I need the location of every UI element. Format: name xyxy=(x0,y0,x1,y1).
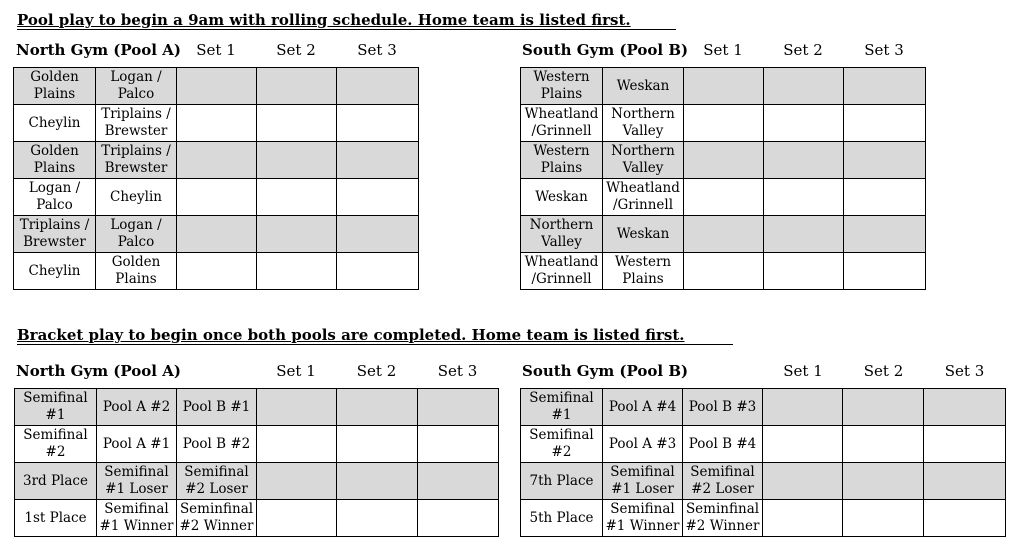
home-team-cell: Western Plains xyxy=(521,68,603,105)
game-label-cell: Semifinal #1 xyxy=(521,389,603,426)
home-team-cell: Triplains / Brewster xyxy=(14,216,96,253)
home-team-cell: Pool A #1 xyxy=(97,426,177,463)
set1-score-cell[interactable] xyxy=(763,500,843,537)
set2-score-cell[interactable] xyxy=(843,500,924,537)
home-team-cell: Western Plains xyxy=(521,142,603,179)
away-team-cell: Triplains / Brewster xyxy=(96,142,177,179)
set1-score-cell[interactable] xyxy=(763,426,843,463)
set3-score-cell[interactable] xyxy=(337,179,419,216)
set2-score-cell[interactable] xyxy=(764,253,844,290)
set3-score-cell[interactable] xyxy=(924,463,1006,500)
bracket-north-title: North Gym (Pool A) xyxy=(16,362,181,380)
set3-score-cell[interactable] xyxy=(924,389,1006,426)
table-row xyxy=(14,216,419,253)
set1-score-cell[interactable] xyxy=(257,426,337,463)
away-team-cell: Wheatland /Grinnell xyxy=(603,179,684,216)
set1-score-cell[interactable] xyxy=(177,142,257,179)
home-team-cell: Semifinal #1 Loser xyxy=(97,463,177,500)
away-team-cell: Golden Plains xyxy=(96,253,177,290)
home-team-cell: Logan / Palco xyxy=(14,179,96,216)
table-row xyxy=(14,142,419,179)
table-row xyxy=(14,105,419,142)
set2-score-cell[interactable] xyxy=(843,463,924,500)
away-team-cell: Seminfinal #2 Winner xyxy=(177,500,257,537)
set1-score-cell[interactable] xyxy=(763,463,843,500)
bracket-south-table xyxy=(520,388,1006,537)
pool-south-title: South Gym (Pool B) xyxy=(522,41,689,59)
away-team-cell: Logan / Palco xyxy=(96,68,177,105)
set2-score-cell[interactable] xyxy=(257,68,337,105)
table-row xyxy=(521,179,926,216)
set2-score-cell[interactable] xyxy=(257,105,337,142)
table-row xyxy=(15,500,499,537)
set3-score-cell[interactable] xyxy=(844,216,926,253)
set2-score-cell[interactable] xyxy=(257,253,337,290)
set1-score-cell[interactable] xyxy=(177,179,257,216)
table-row xyxy=(521,389,1006,426)
bracket-south-set1-header: Set 1 xyxy=(783,362,823,380)
set3-score-cell[interactable] xyxy=(337,216,419,253)
pool-south-set3-header: Set 3 xyxy=(864,41,904,59)
pool-north-set3-header: Set 3 xyxy=(357,41,397,59)
table-row xyxy=(14,179,419,216)
table-row xyxy=(521,142,926,179)
set3-score-cell[interactable] xyxy=(337,105,419,142)
set3-score-cell[interactable] xyxy=(337,142,419,179)
home-team-cell: Pool A #3 xyxy=(603,426,683,463)
set3-score-cell[interactable] xyxy=(337,68,419,105)
game-label-cell: 3rd Place xyxy=(15,463,97,500)
set1-score-cell[interactable] xyxy=(684,216,764,253)
set2-score-cell[interactable] xyxy=(764,68,844,105)
away-team-cell: Logan / Palco xyxy=(96,216,177,253)
set2-score-cell[interactable] xyxy=(764,216,844,253)
home-team-cell: Pool A #4 xyxy=(603,389,683,426)
set1-score-cell[interactable] xyxy=(177,253,257,290)
away-team-cell: Western Plains xyxy=(603,253,684,290)
pool-north-set1-header: Set 1 xyxy=(196,41,236,59)
table-row xyxy=(521,253,926,290)
away-team-cell: Weskan xyxy=(603,216,684,253)
home-team-cell: Wheatland /Grinnell xyxy=(521,105,603,142)
pool-north-set2-header: Set 2 xyxy=(276,41,316,59)
set3-score-cell[interactable] xyxy=(418,500,499,537)
bracket-north-set1-header: Set 1 xyxy=(276,362,316,380)
set3-score-cell[interactable] xyxy=(418,389,499,426)
game-label-cell: Semifinal #1 xyxy=(15,389,97,426)
table-row xyxy=(521,426,1006,463)
set2-score-cell[interactable] xyxy=(337,500,418,537)
away-team-cell: Pool B #2 xyxy=(177,426,257,463)
set1-score-cell[interactable] xyxy=(684,105,764,142)
set2-score-cell[interactable] xyxy=(257,142,337,179)
set2-score-cell[interactable] xyxy=(764,142,844,179)
away-team-cell: Northern Valley xyxy=(603,142,684,179)
pool-south-set2-header: Set 2 xyxy=(783,41,823,59)
game-label-cell: 5th Place xyxy=(521,500,603,537)
set3-score-cell[interactable] xyxy=(844,179,926,216)
set3-score-cell[interactable] xyxy=(844,68,926,105)
bracket-heading-rule xyxy=(17,344,733,345)
game-label-cell: 1st Place xyxy=(15,500,97,537)
away-team-cell: Seminfinal #2 Winner xyxy=(683,500,763,537)
home-team-cell: Semifinal #1 Loser xyxy=(603,463,683,500)
pool-south-table xyxy=(520,67,926,290)
set1-score-cell[interactable] xyxy=(684,179,764,216)
table-row xyxy=(14,68,419,105)
set1-score-cell[interactable] xyxy=(684,253,764,290)
set3-score-cell[interactable] xyxy=(844,142,926,179)
home-team-cell: Northern Valley xyxy=(521,216,603,253)
bracket-north-table xyxy=(14,388,499,537)
set2-score-cell[interactable] xyxy=(764,179,844,216)
set1-score-cell[interactable] xyxy=(684,68,764,105)
table-row xyxy=(15,389,499,426)
bracket-south-set3-header: Set 3 xyxy=(944,362,985,380)
set3-score-cell[interactable] xyxy=(844,105,926,142)
set3-score-cell[interactable] xyxy=(924,500,1006,537)
set2-score-cell[interactable] xyxy=(257,216,337,253)
table-row xyxy=(15,426,499,463)
set2-score-cell[interactable] xyxy=(764,105,844,142)
set1-score-cell[interactable] xyxy=(257,500,337,537)
set1-score-cell[interactable] xyxy=(177,216,257,253)
set1-score-cell[interactable] xyxy=(763,389,843,426)
away-team-cell: Semifinal #2 Loser xyxy=(177,463,257,500)
away-team-cell: Northern Valley xyxy=(603,105,684,142)
table-row xyxy=(14,253,419,290)
game-label-cell: Semifinal #2 xyxy=(15,426,97,463)
pool-south-set1-header: Set 1 xyxy=(703,41,743,59)
set1-score-cell[interactable] xyxy=(177,68,257,105)
bracket-north-set2-header: Set 2 xyxy=(356,362,397,380)
table-row xyxy=(521,500,1006,537)
home-team-cell: Golden Plains xyxy=(14,68,96,105)
table-row xyxy=(521,68,926,105)
home-team-cell: Weskan xyxy=(521,179,603,216)
set3-score-cell[interactable] xyxy=(844,253,926,290)
set1-score-cell[interactable] xyxy=(177,105,257,142)
pool-north-title: North Gym (Pool A) xyxy=(16,41,181,59)
set3-score-cell[interactable] xyxy=(418,426,499,463)
away-team-cell: Pool B #3 xyxy=(683,389,763,426)
home-team-cell: Semifinal #1 Winner xyxy=(603,500,683,537)
set1-score-cell[interactable] xyxy=(684,142,764,179)
home-team-cell: Golden Plains xyxy=(14,142,96,179)
away-team-cell: Pool B #4 xyxy=(683,426,763,463)
set2-score-cell[interactable] xyxy=(843,389,924,426)
home-team-cell: Semifinal #1 Winner xyxy=(97,500,177,537)
pool-north-table xyxy=(13,67,419,290)
home-team-cell: Cheylin xyxy=(14,253,96,290)
bracket-play-heading: Bracket play to begin once both pools are completed. Home team is listed first. xyxy=(17,326,685,344)
table-row xyxy=(521,463,1006,500)
game-label-cell: Semifinal #2 xyxy=(521,426,603,463)
bracket-south-title: South Gym (Pool B) xyxy=(522,362,689,380)
set2-score-cell[interactable] xyxy=(337,463,418,500)
set2-score-cell[interactable] xyxy=(337,426,418,463)
away-team-cell: Weskan xyxy=(603,68,684,105)
set2-score-cell[interactable] xyxy=(257,179,337,216)
table-row xyxy=(15,463,499,500)
away-team-cell: Pool B #1 xyxy=(177,389,257,426)
pool-heading-rule xyxy=(17,29,676,30)
set1-score-cell[interactable] xyxy=(257,389,337,426)
table-row xyxy=(521,216,926,253)
home-team-cell: Wheatland /Grinnell xyxy=(521,253,603,290)
pool-play-heading: Pool play to begin a 9am with rolling schedule. Home team is listed first. xyxy=(17,11,631,29)
table-row xyxy=(521,105,926,142)
set1-score-cell[interactable] xyxy=(257,463,337,500)
bracket-south-set2-header: Set 2 xyxy=(863,362,904,380)
bracket-north-set3-header: Set 3 xyxy=(437,362,478,380)
away-team-cell: Cheylin xyxy=(96,179,177,216)
away-team-cell: Semifinal #2 Loser xyxy=(683,463,763,500)
home-team-cell: Cheylin xyxy=(14,105,96,142)
away-team-cell: Triplains / Brewster xyxy=(96,105,177,142)
set2-score-cell[interactable] xyxy=(843,426,924,463)
set3-score-cell[interactable] xyxy=(418,463,499,500)
set3-score-cell[interactable] xyxy=(337,253,419,290)
game-label-cell: 7th Place xyxy=(521,463,603,500)
home-team-cell: Pool A #2 xyxy=(97,389,177,426)
set3-score-cell[interactable] xyxy=(924,426,1006,463)
set2-score-cell[interactable] xyxy=(337,389,418,426)
